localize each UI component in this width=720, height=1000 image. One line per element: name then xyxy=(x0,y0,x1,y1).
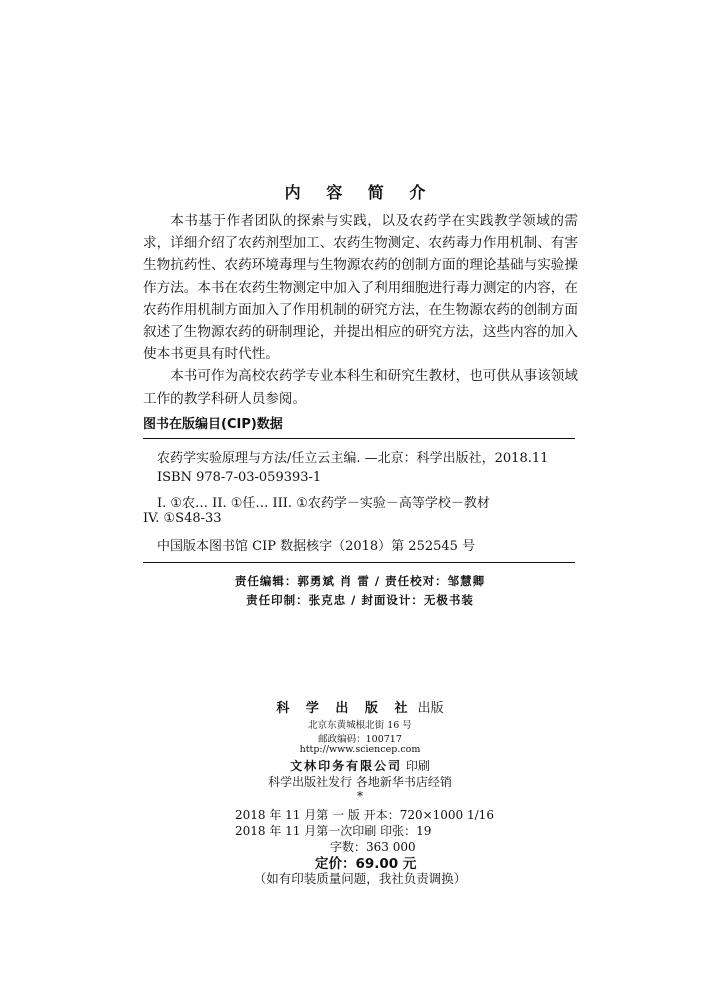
intro-body xyxy=(143,210,578,410)
cip-line-classification: I. ①农… II. ①任… III. ①农药学－实验－高等学校－教材 xyxy=(157,496,490,511)
publisher-line xyxy=(0,697,720,716)
printing-line: 2018 年 11 月第一次印刷 印张：19 xyxy=(235,824,432,838)
publisher-address: 北京东黄城根北街 16 号 xyxy=(308,720,412,731)
printer-suffix: 印刷 xyxy=(405,759,430,773)
publisher-url: http://www.sciencep.com xyxy=(299,744,421,755)
publisher-suffix: 出版 xyxy=(417,701,444,716)
printer-line xyxy=(0,757,720,774)
printer-name: 文林印务有限公司 xyxy=(290,759,403,773)
publisher-logo-text: 科 学 出 版 社 xyxy=(276,701,414,716)
credits-editors: 责任编辑：郭勇斌 肖 雷 / 责任校对：邹慧卿 xyxy=(234,574,486,588)
intro-title: 内 容 简 介 xyxy=(284,183,436,202)
cip-heading: 图书在版编目(CIP)数据 xyxy=(143,417,283,432)
word-count: 字数：363 000 xyxy=(330,840,416,854)
intro-paragraph-1: 本书基于作者团队的探索与实践，以及农药学在实践教学领域的需求，详细介绍了农药剂型加工、农药生物测定、农药毒力作用机制、有害生物抗药性、农药环境毒理与生物源农药的创制方面的理论基础与实验操作方法。本书在农药生物测定中加入了利用细胞进行毒力测定的内容，在农药作用机制方面加入了作用机制的研究方法，在生物源农药的创制方面叙述了生物源农药的研制理论，并提出相应的研究方法，这些内容的加入使本书更具有时代性。 xyxy=(143,213,578,363)
quality-notice: （如有印装质量问题，我社负责调换） xyxy=(253,871,467,886)
edition-line: 2018 年 11 月第 一 版 开本：720×1000 1/16 xyxy=(235,808,494,822)
cip-line-class-number: IV. ①S48-33 xyxy=(143,511,222,526)
cip-line-isbn: ISBN 978-7-03-059393-1 xyxy=(157,470,322,485)
intro-paragraph-2: 本书可作为高校农药学专业本科生和研究生教材，也可供从事该领域工作的教学科研人员参阅。 xyxy=(143,368,578,407)
price: 定价：69.00 元 xyxy=(315,856,417,872)
cip-line-title: 农药学实验原理与方法/任立云主编. —北京：科学出版社，2018.11 xyxy=(157,451,549,466)
publisher-postal-code: 邮政编码：100717 xyxy=(318,734,402,745)
cip-bottom-rule xyxy=(143,562,575,563)
cip-top-rule xyxy=(143,438,575,439)
cip-line-record-number: 中国版本图书馆 CIP 数据核字（2018）第 252545 号 xyxy=(157,539,476,554)
credits-production: 责任印制：张克忠 / 封面设计：无极书装 xyxy=(246,593,474,607)
separator-star: * xyxy=(357,789,363,803)
distribution-line: 科学出版社发行 各地新华书店经销 xyxy=(268,775,452,789)
